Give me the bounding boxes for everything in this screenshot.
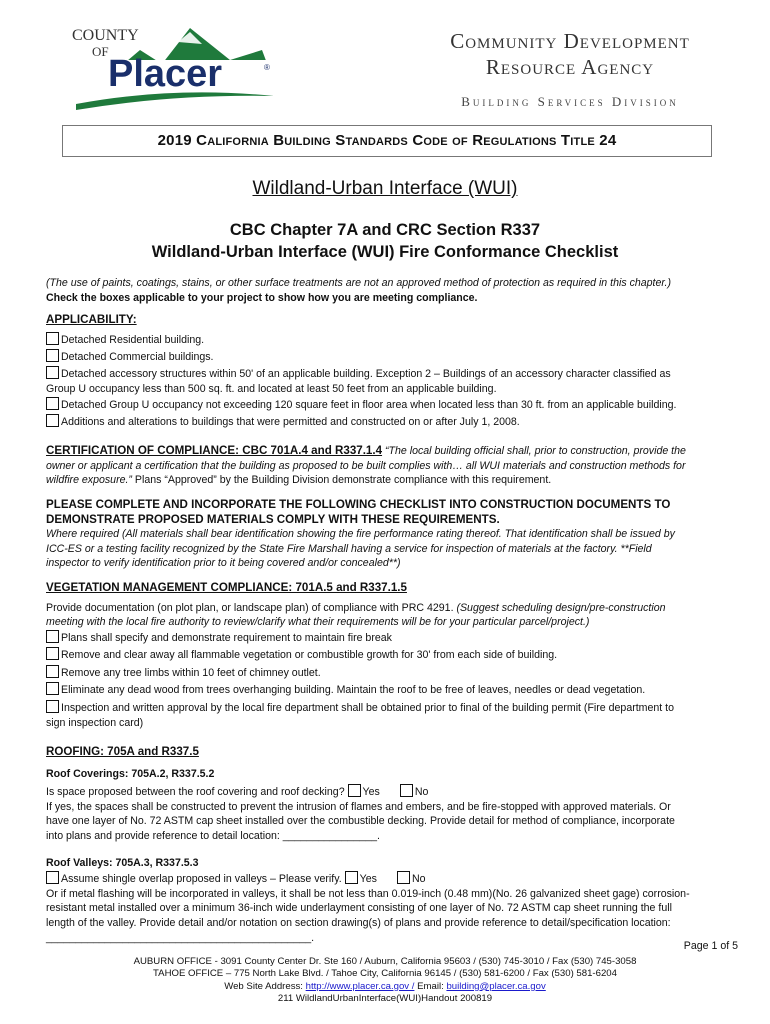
applicability-item: Detached Group U occupancy not exceeding 120 square feet in floor area when located less than 30 ft. from an applicable building.: [46, 397, 726, 414]
no-checkbox[interactable]: [397, 871, 410, 884]
roof-coverings-subheading: Roof Coverings: 705A.2, R337.5.2: [46, 767, 215, 780]
checkbox[interactable]: [46, 871, 59, 884]
certification-heading: CERTIFICATION OF COMPLIANCE: CBC 701A.4 and R337.1.4: [46, 444, 383, 457]
applicability-item: Detached accessory structures within 50' of an applicable building. Exception 2 – Buildings of an accessory character classified as Group U occupancy less than 500 sq. ft. and located at least 50 feet from an applicable building.: [46, 367, 671, 395]
vegetation-item: Remove and clear away all flammable vegetation or combustible growth for 30' from each side of building.: [46, 647, 726, 665]
please-line-2: DEMONSTRATE PROPOSED MATERIALS COMPLY WITH THESE REQUIREMENTS.: [46, 512, 500, 526]
no-checkbox[interactable]: [400, 784, 413, 797]
agency-line-2: Resource Agency: [485, 55, 655, 79]
intro-section: [46, 276, 726, 305]
applicability-heading: APPLICABILITY:: [46, 313, 137, 326]
certification-section: CERTIFICATION OF COMPLIANCE: CBC 701A.4 and R337.1.4 “The local building official shall, prior to construction, provide the owner or applicant a certification that the building as proposed to be built complies with… all WUI materials and construction methods for wildfire exposure.” Plans “Approved” by the Building Division demonstrate compliance with this requirement.: [46, 444, 686, 487]
applicability-item: Additions and alterations to buildings that were permitted and constructed on or after July 1, 2008.: [46, 414, 726, 431]
roof-coverings-question: Is space proposed between the roof covering and roof decking? Yes No: [46, 786, 429, 799]
footer: [0, 956, 770, 1006]
checkbox[interactable]: [46, 332, 59, 345]
checkbox[interactable]: [46, 682, 59, 695]
vegetation-item: Eliminate any dead wood from trees overhanging building. Maintain the roof to be free of leaves, needles or dead vegetation.: [46, 682, 726, 700]
title-cbc: CBC Chapter 7A and CRC Section R337: [229, 221, 541, 239]
logo-county-text: COUNTY: [72, 27, 139, 44]
vegetation-section: VEGETATION MANAGEMENT COMPLIANCE: 701A.5 and R337.1.5 Provide documentation (on plot plan, or landscape plan) of compliance with PRC 4291. (Suggest scheduling design/pre-construction meeting with the local fire authority to review/clarify what their requirements will be for your particular parcel/project.) Plans shall specify and demonstrate requirement to maintain fire break Remove and clear away all flammable vegetation or combustible growth for 30' from each side of building. Remove any tree limbs within 10 feet of chimney outlet. Eliminate any dead wood from trees overhanging building. Maintain the roof to be free of leaves, needles or dead vegetation. Inspection and written approval by the local fire department shall be obtained prior to final of the building permit (Fire department to sign inspection card): [46, 581, 726, 731]
logo-of-text: OF: [92, 44, 109, 59]
checkbox[interactable]: [46, 665, 59, 678]
agency-block: [400, 28, 740, 110]
intro-instruction: Check the boxes applicable to your project to show how you are meeting compliance.: [46, 291, 478, 304]
logo-swoosh: [76, 92, 274, 110]
website-link[interactable]: http://www.placer.ca.gov /: [305, 980, 415, 992]
checkbox[interactable]: [46, 349, 59, 362]
logo-placer-text: Placer: [108, 53, 223, 95]
page-number: Page 1 of 5: [683, 940, 738, 952]
certification-quote: “The local building official shall, prior to construction, provide the: [382, 445, 686, 457]
yes-checkbox[interactable]: [348, 784, 361, 797]
agency-line-1: Community Development: [450, 29, 690, 53]
checkbox[interactable]: [46, 414, 59, 427]
vegetation-item: Plans shall specify and demonstrate requirement to maintain fire break: [46, 630, 726, 648]
checkbox[interactable]: [46, 700, 59, 713]
logo-registered-mark: ®: [264, 63, 270, 72]
checkbox[interactable]: [46, 397, 59, 410]
county-of-placer-logo: [62, 20, 282, 112]
please-complete-section: PLEASE COMPLETE AND INCORPORATE THE FOLLOWING CHECKLIST INTO CONSTRUCTION DOCUMENTS TO DEMONSTRATE PROPOSED MATERIALS COMPLY WITH THESE REQUIREMENTS. Where required (All materials shall bear identification showing the fire performance rating thereof. That identification shall be issued by ICC-ES or a testing facility recognized by the State Fire Marshall having a service for inspection of materials at the factory. **Field inspector to verify identification prior to it being covered and/or concealed**): [46, 498, 726, 571]
roofing-section: ROOFING: 705A and R337.5 Roof Coverings: 705A.2, R337.5.2 Is space proposed between the roof covering and roof decking? Yes No If yes, the spaces shall be constructed to prevent the intrusion of flames and embers, and be fire-stopped with approved materials. Or have one layer of No. 72 ASTM cap sheet installed over the combustible decking. Provide detail for method of compliance, incorporate into plans and provide reference to detail location: ________________. Roof Valleys: 705A.3, R337.5.3 Assume shingle overlap proposed in valleys – Please verify. Yes No Or if metal flashing will be incorporated in valleys, it shall be not less than 0.019-inch (0.48 mm)(No. 26 galvanized sheet gage) corrosion- resistant metal installed over a minimum 36-inch wide underlayment consisting of one layer of No. 72 ASTM cap sheet running the full length of the valley. Provide detail and/or notation on section drawing(s) of plans and provide reference to detail/specification location: _____________________________________________.: [46, 745, 726, 945]
yes-checkbox[interactable]: [345, 871, 358, 884]
checkbox[interactable]: [46, 630, 59, 643]
division-name: Building Services Division: [461, 94, 679, 109]
footer-tahoe: TAHOE OFFICE – 775 North Lake Blvd. / Tahoe City, California 96145 / (530) 581-6200 / Fax (530) 581-6204: [153, 968, 617, 980]
checkbox[interactable]: [46, 366, 59, 379]
vegetation-item: Inspection and written approval by the local fire department shall be obtained prior to final of the building permit (Fire department to sign inspection card): [46, 701, 675, 729]
roofing-heading: ROOFING: 705A and R337.5: [46, 745, 199, 758]
roof-valleys-subheading: Roof Valleys: 705A.3, R337.5.3: [46, 856, 199, 869]
title-wui: Wildland-Urban Interface (WUI): [252, 178, 518, 199]
footer-web-email: Web Site Address: http://www.placer.ca.gov / Email: building@placer.ca.gov: [224, 980, 546, 992]
footer-handout: 211 WildlandUrbanInterface(WUI)Handout 200819: [277, 993, 493, 1005]
footer-auburn: AUBURN OFFICE - 3091 County Center Dr. Ste 160 / Auburn, California 95603 / (530) 745-3010 / Fax (530) 745-3058: [133, 956, 637, 967]
applicability-item: Detached Residential building.: [46, 332, 726, 349]
code-title-box: 2019 California Building Standards Code of Regulations Title 24: [62, 125, 712, 157]
intro-note: (The use of paints, coatings, stains, or other surface treatments are not an approved method of protection as required in this chapter.): [46, 277, 671, 289]
title-checklist: Wildland-Urban Interface (WUI) Fire Conformance Checklist: [151, 243, 619, 261]
applicability-item: Detached Commercial buildings.: [46, 349, 726, 366]
vegetation-heading: VEGETATION MANAGEMENT COMPLIANCE: 701A.5 and R337.1.5: [46, 581, 407, 594]
applicability-section: [46, 313, 726, 431]
please-line-1: PLEASE COMPLETE AND INCORPORATE THE FOLLOWING CHECKLIST INTO CONSTRUCTION DOCUMENTS TO: [46, 498, 671, 511]
checkbox[interactable]: [46, 647, 59, 660]
email-link[interactable]: building@placer.ca.gov: [446, 980, 546, 992]
roof-valleys-question: Assume shingle overlap proposed in valleys – Please verify. Yes No: [46, 871, 726, 887]
vegetation-item: Remove any tree limbs within 10 feet of chimney outlet.: [46, 665, 726, 683]
